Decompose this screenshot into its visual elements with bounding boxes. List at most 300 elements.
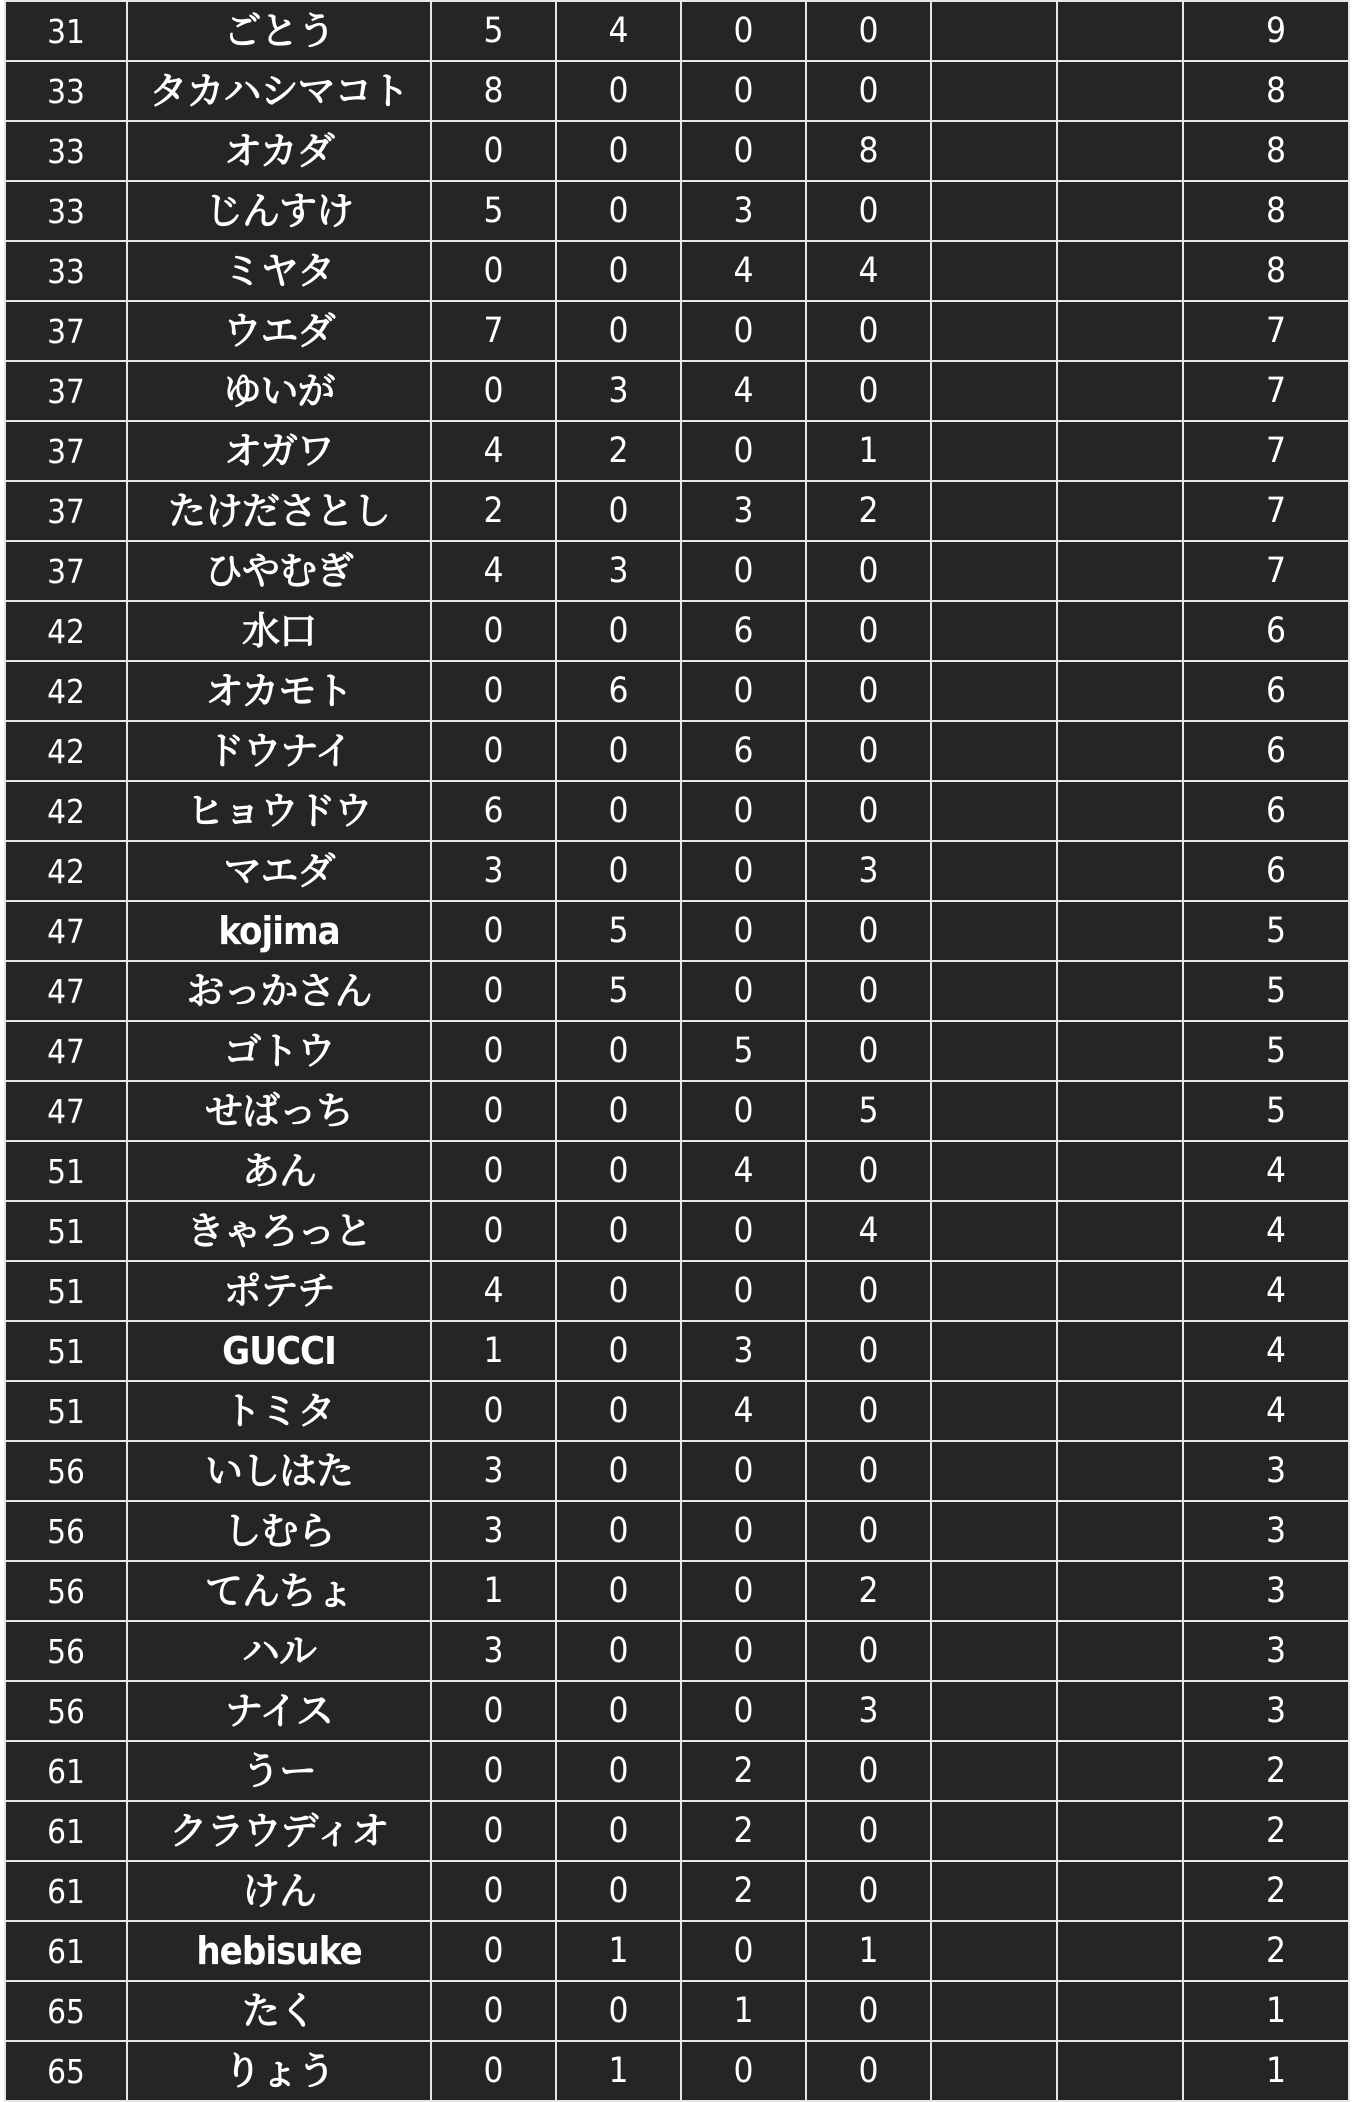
table-row bbox=[5, 121, 1349, 181]
player-name-cell: トミタ bbox=[127, 1381, 431, 1441]
score-cell-1: 3 bbox=[431, 841, 556, 901]
score-cell-2: 0 bbox=[556, 1801, 681, 1861]
score-cell-2: 0 bbox=[556, 1861, 681, 1921]
score-cell-6 bbox=[1057, 1141, 1183, 1201]
score-cell-2: 0 bbox=[556, 301, 681, 361]
table-row bbox=[5, 61, 1349, 121]
table-row bbox=[5, 301, 1349, 361]
rank-cell: 56 bbox=[5, 1621, 127, 1681]
score-cell-3: 0 bbox=[681, 1441, 806, 1501]
score-cell-5 bbox=[931, 1621, 1057, 1681]
score-cell-1: 3 bbox=[431, 1501, 556, 1561]
rank-cell: 33 bbox=[5, 181, 127, 241]
score-cell-4: 0 bbox=[806, 961, 931, 1021]
score-cell-3: 0 bbox=[681, 1, 806, 61]
score-cell-3: 0 bbox=[681, 541, 806, 601]
score-cell-1: 0 bbox=[431, 1861, 556, 1921]
score-cell-1: 0 bbox=[431, 1201, 556, 1261]
score-cell-4: 0 bbox=[806, 1021, 931, 1081]
score-cell-5 bbox=[931, 361, 1057, 421]
score-cell-1: 1 bbox=[431, 1561, 556, 1621]
score-cell-6 bbox=[1057, 601, 1183, 661]
score-cell-6 bbox=[1057, 481, 1183, 541]
player-name-cell: ミヤタ bbox=[127, 241, 431, 301]
score-cell-2: 0 bbox=[556, 1441, 681, 1501]
table-row bbox=[5, 601, 1349, 661]
score-cell-6 bbox=[1057, 1201, 1183, 1261]
rank-cell: 61 bbox=[5, 1741, 127, 1801]
total-cell: 4 bbox=[1183, 1381, 1349, 1441]
score-cell-3: 0 bbox=[681, 1681, 806, 1741]
table-row bbox=[5, 1261, 1349, 1321]
score-cell-3: 0 bbox=[681, 301, 806, 361]
rank-cell: 56 bbox=[5, 1681, 127, 1741]
score-cell-3: 0 bbox=[681, 1261, 806, 1321]
score-cell-1: 0 bbox=[431, 1381, 556, 1441]
score-cell-1: 1 bbox=[431, 1321, 556, 1381]
total-cell: 6 bbox=[1183, 661, 1349, 721]
player-name-cell: おっかさん bbox=[127, 961, 431, 1021]
score-cell-2: 0 bbox=[556, 1261, 681, 1321]
score-cell-2: 5 bbox=[556, 901, 681, 961]
rank-cell: 47 bbox=[5, 1081, 127, 1141]
score-cell-4: 8 bbox=[806, 121, 931, 181]
score-cell-3: 6 bbox=[681, 721, 806, 781]
total-cell: 5 bbox=[1183, 961, 1349, 1021]
score-cell-4: 5 bbox=[806, 1081, 931, 1141]
score-cell-5 bbox=[931, 1441, 1057, 1501]
score-cell-1: 0 bbox=[431, 1921, 556, 1981]
score-cell-3: 0 bbox=[681, 1501, 806, 1561]
player-name-cell: ゴトウ bbox=[127, 1021, 431, 1081]
score-cell-5 bbox=[931, 1981, 1057, 2041]
rank-cell: 37 bbox=[5, 361, 127, 421]
total-cell: 2 bbox=[1183, 1741, 1349, 1801]
score-cell-6 bbox=[1057, 781, 1183, 841]
score-cell-2: 0 bbox=[556, 1741, 681, 1801]
score-cell-3: 0 bbox=[681, 61, 806, 121]
rank-cell: 33 bbox=[5, 241, 127, 301]
total-cell: 6 bbox=[1183, 781, 1349, 841]
score-cell-2: 0 bbox=[556, 1561, 681, 1621]
rank-cell: 51 bbox=[5, 1261, 127, 1321]
score-cell-5 bbox=[931, 1261, 1057, 1321]
score-cell-4: 0 bbox=[806, 601, 931, 661]
player-name-cell: いしはた bbox=[127, 1441, 431, 1501]
total-cell: 3 bbox=[1183, 1561, 1349, 1621]
ranking-table bbox=[4, 0, 1350, 2102]
score-cell-5 bbox=[931, 781, 1057, 841]
total-cell: 8 bbox=[1183, 181, 1349, 241]
score-cell-4: 0 bbox=[806, 901, 931, 961]
score-cell-3: 5 bbox=[681, 1021, 806, 1081]
score-cell-6 bbox=[1057, 841, 1183, 901]
player-name-cell: GUCCI bbox=[127, 1321, 431, 1381]
score-cell-2: 0 bbox=[556, 1201, 681, 1261]
total-cell: 8 bbox=[1183, 61, 1349, 121]
score-cell-5 bbox=[931, 241, 1057, 301]
score-cell-3: 2 bbox=[681, 1801, 806, 1861]
score-cell-1: 0 bbox=[431, 661, 556, 721]
score-cell-5 bbox=[931, 1561, 1057, 1621]
score-cell-5 bbox=[931, 1201, 1057, 1261]
score-cell-5 bbox=[931, 1, 1057, 61]
score-cell-2: 0 bbox=[556, 1141, 681, 1201]
score-cell-6 bbox=[1057, 1021, 1183, 1081]
player-name-cell: けん bbox=[127, 1861, 431, 1921]
table-row bbox=[5, 1441, 1349, 1501]
table-row bbox=[5, 781, 1349, 841]
table-row bbox=[5, 1861, 1349, 1921]
score-cell-4: 0 bbox=[806, 1621, 931, 1681]
score-cell-4: 1 bbox=[806, 421, 931, 481]
score-cell-1: 0 bbox=[431, 1141, 556, 1201]
score-cell-2: 0 bbox=[556, 1081, 681, 1141]
total-cell: 5 bbox=[1183, 1081, 1349, 1141]
rank-cell: 42 bbox=[5, 661, 127, 721]
player-name-cell: りょう bbox=[127, 2041, 431, 2101]
score-cell-1: 0 bbox=[431, 1021, 556, 1081]
score-cell-2: 0 bbox=[556, 1621, 681, 1681]
table-row bbox=[5, 1921, 1349, 1981]
score-cell-6 bbox=[1057, 1561, 1183, 1621]
table-row bbox=[5, 1021, 1349, 1081]
player-name-cell: ウエダ bbox=[127, 301, 431, 361]
player-name-cell: たけださとし bbox=[127, 481, 431, 541]
score-cell-4: 0 bbox=[806, 1381, 931, 1441]
score-cell-6 bbox=[1057, 181, 1183, 241]
score-cell-6 bbox=[1057, 1, 1183, 61]
score-cell-3: 0 bbox=[681, 901, 806, 961]
score-cell-5 bbox=[931, 1021, 1057, 1081]
score-cell-4: 0 bbox=[806, 721, 931, 781]
table-body bbox=[5, 1, 1349, 2101]
score-cell-6 bbox=[1057, 361, 1183, 421]
table-row bbox=[5, 241, 1349, 301]
score-cell-2: 5 bbox=[556, 961, 681, 1021]
score-cell-4: 0 bbox=[806, 1741, 931, 1801]
total-cell: 6 bbox=[1183, 601, 1349, 661]
table-row bbox=[5, 1, 1349, 61]
table-row bbox=[5, 1741, 1349, 1801]
total-cell: 8 bbox=[1183, 241, 1349, 301]
score-cell-5 bbox=[931, 181, 1057, 241]
player-name-cell: ポテチ bbox=[127, 1261, 431, 1321]
score-cell-4: 0 bbox=[806, 1981, 931, 2041]
score-cell-3: 0 bbox=[681, 661, 806, 721]
score-cell-6 bbox=[1057, 1081, 1183, 1141]
player-name-cell: ハル bbox=[127, 1621, 431, 1681]
score-cell-6 bbox=[1057, 61, 1183, 121]
score-cell-3: 1 bbox=[681, 1981, 806, 2041]
score-cell-4: 3 bbox=[806, 841, 931, 901]
score-cell-3: 4 bbox=[681, 1381, 806, 1441]
score-cell-6 bbox=[1057, 1681, 1183, 1741]
player-name-cell: てんちょ bbox=[127, 1561, 431, 1621]
score-cell-3: 0 bbox=[681, 1561, 806, 1621]
player-name-cell: ヒョウドウ bbox=[127, 781, 431, 841]
score-cell-4: 0 bbox=[806, 2041, 931, 2101]
score-cell-4: 0 bbox=[806, 1, 931, 61]
table-row bbox=[5, 661, 1349, 721]
score-cell-2: 0 bbox=[556, 1501, 681, 1561]
score-cell-6 bbox=[1057, 2041, 1183, 2101]
player-name-cell: オカモト bbox=[127, 661, 431, 721]
score-cell-5 bbox=[931, 2041, 1057, 2101]
score-cell-3: 0 bbox=[681, 1921, 806, 1981]
table-row bbox=[5, 1381, 1349, 1441]
score-cell-2: 0 bbox=[556, 781, 681, 841]
score-cell-2: 0 bbox=[556, 481, 681, 541]
total-cell: 7 bbox=[1183, 361, 1349, 421]
table-row bbox=[5, 721, 1349, 781]
rank-cell: 51 bbox=[5, 1141, 127, 1201]
table-row bbox=[5, 1081, 1349, 1141]
score-cell-2: 0 bbox=[556, 1321, 681, 1381]
total-cell: 4 bbox=[1183, 1261, 1349, 1321]
score-cell-1: 4 bbox=[431, 1261, 556, 1321]
table-row bbox=[5, 961, 1349, 1021]
score-cell-1: 0 bbox=[431, 901, 556, 961]
score-cell-1: 0 bbox=[431, 1801, 556, 1861]
score-cell-4: 0 bbox=[806, 1441, 931, 1501]
score-cell-1: 0 bbox=[431, 361, 556, 421]
player-name-cell: しむら bbox=[127, 1501, 431, 1561]
score-cell-1: 0 bbox=[431, 721, 556, 781]
player-name-cell: ドウナイ bbox=[127, 721, 431, 781]
score-cell-1: 4 bbox=[431, 421, 556, 481]
score-cell-5 bbox=[931, 121, 1057, 181]
total-cell: 6 bbox=[1183, 841, 1349, 901]
score-cell-5 bbox=[931, 1801, 1057, 1861]
total-cell: 1 bbox=[1183, 1981, 1349, 2041]
player-name-cell: ひやむぎ bbox=[127, 541, 431, 601]
score-cell-3: 0 bbox=[681, 781, 806, 841]
score-cell-3: 4 bbox=[681, 1141, 806, 1201]
total-cell: 2 bbox=[1183, 1921, 1349, 1981]
score-cell-5 bbox=[931, 541, 1057, 601]
rank-cell: 31 bbox=[5, 1, 127, 61]
score-cell-3: 4 bbox=[681, 241, 806, 301]
player-name-cell: タカハシマコト bbox=[127, 61, 431, 121]
score-cell-6 bbox=[1057, 121, 1183, 181]
total-cell: 3 bbox=[1183, 1441, 1349, 1501]
score-cell-3: 2 bbox=[681, 1861, 806, 1921]
player-name-cell: 水口 bbox=[127, 601, 431, 661]
score-cell-3: 2 bbox=[681, 1741, 806, 1801]
score-cell-1: 5 bbox=[431, 181, 556, 241]
score-cell-3: 3 bbox=[681, 481, 806, 541]
rank-cell: 47 bbox=[5, 901, 127, 961]
table-row bbox=[5, 1141, 1349, 1201]
score-cell-6 bbox=[1057, 421, 1183, 481]
score-cell-4: 3 bbox=[806, 1681, 931, 1741]
rank-cell: 61 bbox=[5, 1801, 127, 1861]
score-cell-5 bbox=[931, 1861, 1057, 1921]
player-name-cell: ごとう bbox=[127, 1, 431, 61]
rank-cell: 51 bbox=[5, 1321, 127, 1381]
total-cell: 4 bbox=[1183, 1141, 1349, 1201]
score-cell-4: 0 bbox=[806, 61, 931, 121]
score-cell-1: 5 bbox=[431, 1, 556, 61]
rank-cell: 42 bbox=[5, 721, 127, 781]
player-name-cell: きゃろっと bbox=[127, 1201, 431, 1261]
score-cell-3: 4 bbox=[681, 361, 806, 421]
score-cell-3: 0 bbox=[681, 121, 806, 181]
rank-cell: 56 bbox=[5, 1441, 127, 1501]
score-cell-3: 0 bbox=[681, 1201, 806, 1261]
score-cell-1: 0 bbox=[431, 601, 556, 661]
rank-cell: 61 bbox=[5, 1861, 127, 1921]
total-cell: 9 bbox=[1183, 1, 1349, 61]
total-cell: 5 bbox=[1183, 901, 1349, 961]
score-cell-3: 3 bbox=[681, 1321, 806, 1381]
score-cell-1: 7 bbox=[431, 301, 556, 361]
score-cell-4: 0 bbox=[806, 361, 931, 421]
total-cell: 5 bbox=[1183, 1021, 1349, 1081]
rank-cell: 33 bbox=[5, 61, 127, 121]
score-cell-3: 0 bbox=[681, 1621, 806, 1681]
score-cell-1: 3 bbox=[431, 1441, 556, 1501]
score-cell-4: 2 bbox=[806, 1561, 931, 1621]
table-row bbox=[5, 421, 1349, 481]
score-cell-2: 0 bbox=[556, 181, 681, 241]
score-cell-4: 0 bbox=[806, 1801, 931, 1861]
table-row bbox=[5, 1681, 1349, 1741]
score-cell-2: 0 bbox=[556, 1681, 681, 1741]
player-name-cell: kojima bbox=[127, 901, 431, 961]
score-cell-1: 8 bbox=[431, 61, 556, 121]
rank-cell: 47 bbox=[5, 961, 127, 1021]
score-cell-5 bbox=[931, 721, 1057, 781]
score-cell-1: 0 bbox=[431, 1741, 556, 1801]
rank-cell: 37 bbox=[5, 481, 127, 541]
score-cell-6 bbox=[1057, 1981, 1183, 2041]
score-cell-1: 3 bbox=[431, 1621, 556, 1681]
score-cell-6 bbox=[1057, 1261, 1183, 1321]
player-name-cell: マエダ bbox=[127, 841, 431, 901]
score-cell-6 bbox=[1057, 1741, 1183, 1801]
score-cell-1: 0 bbox=[431, 1681, 556, 1741]
score-cell-3: 6 bbox=[681, 601, 806, 661]
score-cell-1: 0 bbox=[431, 1981, 556, 2041]
score-cell-2: 0 bbox=[556, 61, 681, 121]
score-cell-6 bbox=[1057, 1921, 1183, 1981]
score-cell-4: 0 bbox=[806, 181, 931, 241]
table-row bbox=[5, 181, 1349, 241]
score-cell-6 bbox=[1057, 1381, 1183, 1441]
score-cell-5 bbox=[931, 841, 1057, 901]
score-cell-2: 0 bbox=[556, 1981, 681, 2041]
table-row bbox=[5, 1561, 1349, 1621]
player-name-cell: オガワ bbox=[127, 421, 431, 481]
rank-cell: 42 bbox=[5, 601, 127, 661]
rank-cell: 56 bbox=[5, 1501, 127, 1561]
total-cell: 3 bbox=[1183, 1681, 1349, 1741]
table-row bbox=[5, 901, 1349, 961]
player-name-cell: オカダ bbox=[127, 121, 431, 181]
score-cell-4: 0 bbox=[806, 781, 931, 841]
score-cell-2: 0 bbox=[556, 601, 681, 661]
total-cell: 1 bbox=[1183, 2041, 1349, 2101]
score-cell-4: 0 bbox=[806, 301, 931, 361]
score-cell-3: 0 bbox=[681, 961, 806, 1021]
score-cell-4: 1 bbox=[806, 1921, 931, 1981]
score-cell-6 bbox=[1057, 1441, 1183, 1501]
player-name-cell: ナイス bbox=[127, 1681, 431, 1741]
score-cell-3: 3 bbox=[681, 181, 806, 241]
player-name-cell: ゆいが bbox=[127, 361, 431, 421]
score-cell-3: 0 bbox=[681, 1081, 806, 1141]
table-row bbox=[5, 2041, 1349, 2101]
score-cell-4: 0 bbox=[806, 1261, 931, 1321]
score-cell-4: 0 bbox=[806, 661, 931, 721]
rank-cell: 65 bbox=[5, 1981, 127, 2041]
score-cell-6 bbox=[1057, 1861, 1183, 1921]
score-cell-4: 4 bbox=[806, 241, 931, 301]
table-row bbox=[5, 1621, 1349, 1681]
player-name-cell: たく bbox=[127, 1981, 431, 2041]
score-cell-5 bbox=[931, 1141, 1057, 1201]
player-name-cell: あん bbox=[127, 1141, 431, 1201]
score-cell-2: 0 bbox=[556, 241, 681, 301]
total-cell: 3 bbox=[1183, 1501, 1349, 1561]
rank-cell: 37 bbox=[5, 541, 127, 601]
rank-cell: 51 bbox=[5, 1201, 127, 1261]
rank-cell: 65 bbox=[5, 2041, 127, 2101]
score-cell-5 bbox=[931, 901, 1057, 961]
score-cell-6 bbox=[1057, 901, 1183, 961]
score-cell-4: 0 bbox=[806, 1501, 931, 1561]
score-cell-2: 0 bbox=[556, 721, 681, 781]
score-cell-4: 0 bbox=[806, 1141, 931, 1201]
score-cell-2: 2 bbox=[556, 421, 681, 481]
score-cell-5 bbox=[931, 601, 1057, 661]
total-cell: 6 bbox=[1183, 721, 1349, 781]
rank-cell: 56 bbox=[5, 1561, 127, 1621]
score-cell-6 bbox=[1057, 721, 1183, 781]
rank-cell: 37 bbox=[5, 301, 127, 361]
score-cell-5 bbox=[931, 1741, 1057, 1801]
score-cell-5 bbox=[931, 481, 1057, 541]
score-cell-6 bbox=[1057, 961, 1183, 1021]
score-cell-6 bbox=[1057, 1501, 1183, 1561]
score-cell-6 bbox=[1057, 1801, 1183, 1861]
score-cell-1: 6 bbox=[431, 781, 556, 841]
score-cell-6 bbox=[1057, 661, 1183, 721]
table-row bbox=[5, 1501, 1349, 1561]
rank-cell: 42 bbox=[5, 841, 127, 901]
score-cell-1: 0 bbox=[431, 1081, 556, 1141]
score-cell-5 bbox=[931, 1501, 1057, 1561]
score-cell-3: 0 bbox=[681, 841, 806, 901]
score-cell-5 bbox=[931, 61, 1057, 121]
total-cell: 3 bbox=[1183, 1621, 1349, 1681]
score-cell-4: 4 bbox=[806, 1201, 931, 1261]
score-cell-1: 0 bbox=[431, 961, 556, 1021]
score-cell-5 bbox=[931, 1081, 1057, 1141]
rank-cell: 33 bbox=[5, 121, 127, 181]
score-cell-5 bbox=[931, 421, 1057, 481]
player-name-cell: せばっち bbox=[127, 1081, 431, 1141]
score-cell-5 bbox=[931, 301, 1057, 361]
score-cell-2: 0 bbox=[556, 1021, 681, 1081]
rank-cell: 47 bbox=[5, 1021, 127, 1081]
score-cell-3: 0 bbox=[681, 2041, 806, 2101]
score-cell-6 bbox=[1057, 1621, 1183, 1681]
total-cell: 7 bbox=[1183, 421, 1349, 481]
rank-cell: 42 bbox=[5, 781, 127, 841]
